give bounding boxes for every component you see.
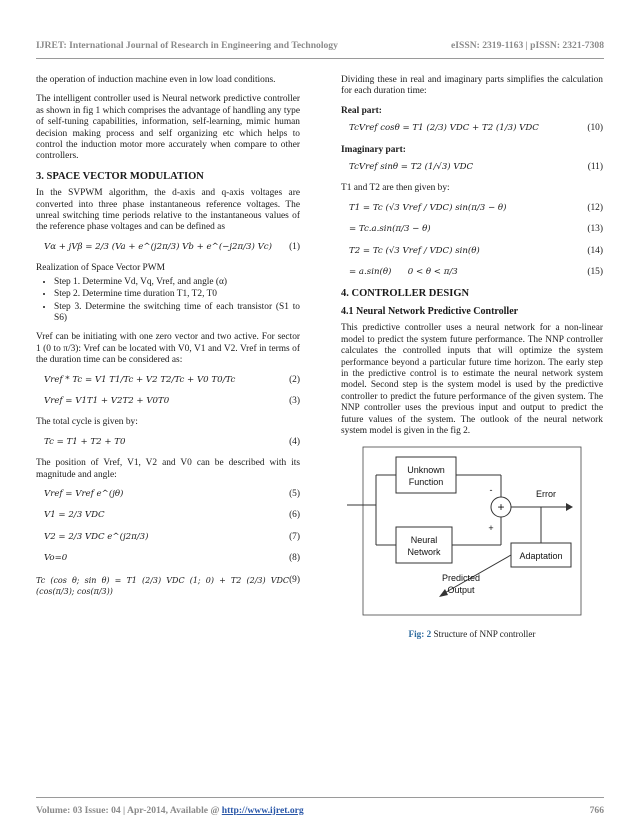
footer-volume: Volume: 03 Issue: 04 | Apr-2014, Available @ http://www.ijret.org xyxy=(36,805,304,816)
footer-rule xyxy=(36,797,604,798)
unknown-label-2: Function xyxy=(408,477,444,488)
label: Imaginary part: xyxy=(341,144,406,155)
figure-2 xyxy=(341,445,603,624)
equation-12: T1 = Tc (√3 Vref / VDC) sin(π/3 − θ) (12) xyxy=(349,202,603,213)
equation-4: Tc = T1 + T2 + T0 (4) xyxy=(44,436,300,447)
figure-caption xyxy=(341,629,603,640)
equation-11: TcVref sinθ = T2 (1/√3) VDC (11) xyxy=(349,162,603,173)
journal-link[interactable]: http://www.ijret.org xyxy=(221,805,304,816)
equation-2: Vref * Tc = V1 T1/Tc + V2 T2/Tc + V0 T0/Tc (2) xyxy=(44,374,300,385)
equation-6: V1 = 2/3 VDC (6) xyxy=(44,510,300,521)
list-item: • Step 2. Determine time duration T1, T2, T0 xyxy=(54,289,300,300)
equation-5: Vref = Vref e^(jθ) (5) xyxy=(44,488,300,499)
plus-sign: + xyxy=(488,523,494,534)
right-column xyxy=(341,75,603,640)
header-rule xyxy=(36,58,604,59)
running-footer xyxy=(36,805,604,816)
equation-10: TcVref cosθ = T1 (2/3) VDC + T2 (1/3) VDC (10) xyxy=(349,123,603,134)
predicted-label-1: Predicted xyxy=(441,573,481,584)
minus-sign: - xyxy=(489,485,493,496)
left-column xyxy=(36,75,300,607)
neural-network-box xyxy=(396,527,452,563)
section-heading: 4. CONTROLLER DESIGN xyxy=(341,288,470,300)
neural-label-1: Neural xyxy=(410,535,438,546)
page-number: 766 xyxy=(589,805,604,816)
paragraph: This predictive controller uses a neural network for a non-linear model to predict the system future performance. The NNP controller calculates the controlled inputs that will optimize the system performance beyond a particular future time horizon. The early step in the predictive control is to estimate the neural network system model. Second step is the system model is used by the predictive controller to predict the future performance of the given system. The NNP controller uses the previous input and output to predict the future values of the system. The outlook of the neural network system model is given in the fig 2. xyxy=(341,323,603,436)
list-item: • Step 3. Determine the switching time of each transistor (S1 to S6) xyxy=(54,302,300,325)
equation-14: T2 = Tc (√3 Vref / VDC) sin(θ) (14) xyxy=(349,245,603,256)
paragraph: the operation of induction machine even in low load conditions. xyxy=(36,75,276,85)
equation-8: Vo=0 (8) xyxy=(44,553,300,564)
sum-plus: + xyxy=(497,500,505,515)
equation-13: = Tc.a.sin(π/3 − θ) (13) xyxy=(349,224,603,235)
paragraph: The position of Vref, V1, V2 and V0 can be described with its magnitude and angle: xyxy=(36,458,300,480)
caption-label: Fig: 2 xyxy=(408,628,432,639)
equation-1: Vα + jVβ = 2/3 (Va + e^(j2π/3) Vb + e^(−j2π/3) Vc) (1) xyxy=(44,241,300,252)
equation-15: = a.sin(θ) 0 < θ < π/3 (15) xyxy=(349,267,603,278)
paragraph: Dividing these in real and imaginary parts simplifies the calculation for each duration time: xyxy=(341,75,603,97)
equation-3: Vref = V1T1 + V2T2 + V0T0 (3) xyxy=(44,395,300,406)
error-label: Error xyxy=(536,489,556,500)
step-list xyxy=(36,277,300,325)
equation-9: Tc (cos θ; sin θ) = T1 (2/3) VDC (1; 0) + T2 (2/3) VDC (cos(π/3); cos(π/3)) (9) xyxy=(36,574,300,596)
subsection-heading: 4.1 Neural Network Predictive Controller xyxy=(341,305,519,317)
caption-text: Structure of NNP controller xyxy=(431,628,536,639)
error-arrow xyxy=(566,503,573,511)
paragraph: The total cycle is given by: xyxy=(36,417,138,428)
unknown-label-1: Unknown xyxy=(407,465,445,476)
paragraph: The intelligent controller used is Neural network predictive controller as shown in fig 1 which comprises the advantage of handling any type of self-tuning capabilities, information, self-learning, mimic human decision making process and self organizing etc which helps to control the induction motor more accurately when compare to other controllers. xyxy=(36,94,300,162)
predicted-label-2: Output xyxy=(447,585,475,596)
adaptation-label: Adaptation xyxy=(519,551,563,562)
paragraph: Realization of Space Vector PWM xyxy=(36,263,165,274)
list-item: • Step 1. Determine Vd, Vq, Vref, and angle (α) xyxy=(54,277,300,288)
equation-7: V2 = 2/3 VDC e^(j2π/3) (7) xyxy=(44,531,300,542)
paragraph: In the SVPWM algorithm, the d-axis and q-axis voltages are converted into three phase instantaneous reference voltages. The unreal switching time periods relative to the instantaneous values of the reference phase voltages and can be defined as xyxy=(36,188,300,233)
unknown-function-box xyxy=(396,457,456,493)
nnp-diagram xyxy=(341,445,603,620)
section-heading: 3. SPACE VECTOR MODULATION xyxy=(36,170,204,182)
running-header xyxy=(36,40,604,51)
paragraph: T1 and T2 are then given by: xyxy=(341,183,450,194)
label: Real part: xyxy=(341,105,382,116)
journal-title: IJRET: International Journal of Research in Engineering and Technology xyxy=(36,40,338,51)
neural-label-2: Network xyxy=(407,547,441,558)
paragraph: Vref can be initiating with one zero vector and two active. For sector 1 (0 to π/3): Vref can be located with V0, V1 and V2. Vref in terms of the duration time can be considered as: xyxy=(36,332,300,366)
issn: eISSN: 2319-1163 | pISSN: 2321-7308 xyxy=(451,40,604,51)
